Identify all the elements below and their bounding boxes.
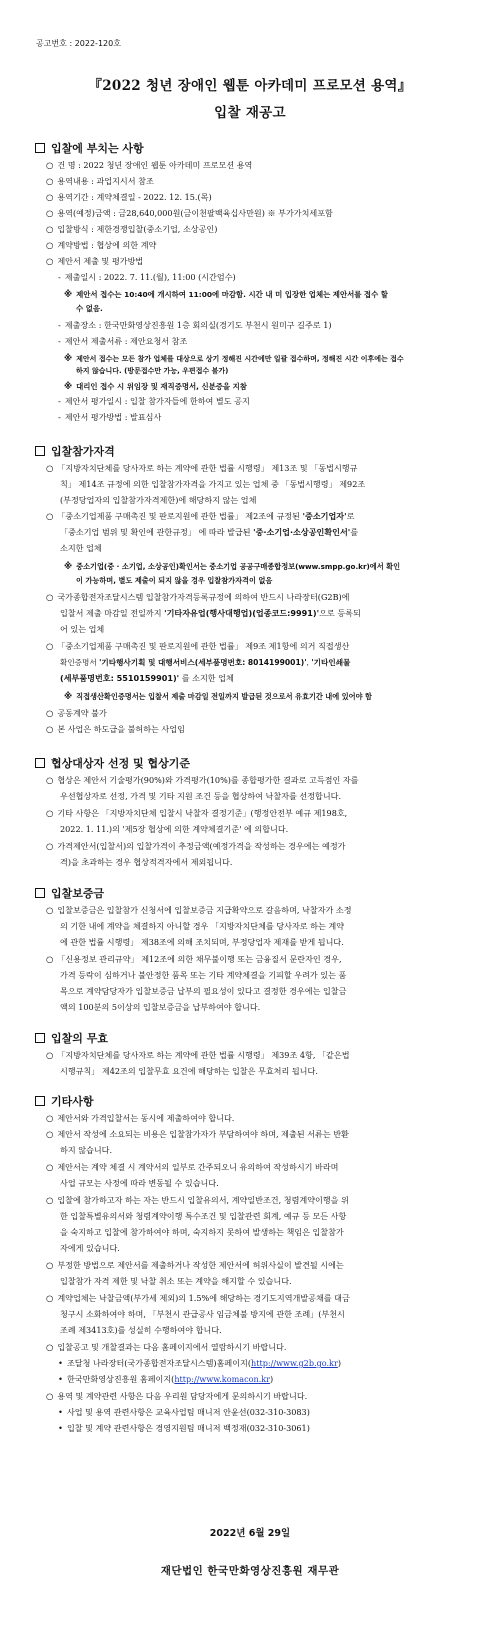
s3-item-cont: 우선협상자로 선정, 가격 및 기타 지원 조건 등을 협상하여 낙찰자를 선정합니다.	[60, 791, 342, 801]
s6-subitem: • 사업 및 용역 관련사항은 교육사업팀 매니저 안윤선(032-310-3083)	[58, 1407, 310, 1417]
s2-item-cont: 어 있는 업체	[60, 624, 105, 634]
s2-item: ○ 공동계약 불가	[46, 708, 107, 718]
komacon-link[interactable]: http://www.komacon.kr	[174, 1374, 271, 1384]
s1-item: ○ 용역기간 : 계약체결일 - 2022. 12. 15.(목)	[46, 192, 212, 202]
s1-subitem: - 제출장소 : 한국만화영상진흥원 1층 회의실(경기도 부천시 원미구 길주로 1)	[58, 320, 332, 330]
s4-item-cont: 가격 등락이 심하거나 불안정한 품목 또는 기타 계약체결을 기피할 우려가 있는 품	[60, 970, 347, 980]
s1-note-cont: 수 없음.	[76, 304, 103, 313]
s1-subitem: - 제출일시 : 2022. 7. 11.(월), 11:00 (시간엄수)	[58, 272, 236, 282]
s6-item-cont: 하지 않습니다.	[60, 1145, 113, 1155]
s4-item-cont: 의 기한 내에 계약을 체결하지 아니할 경우 「지방자치단체를 당사자로 하는 계약	[60, 921, 345, 931]
s2-note: ※ 중소기업(중 · 소기업, 소상공인)확인서는 중소기업 공공구매종합정보(www.smpp.go.kr)에서 확인	[64, 561, 401, 571]
s2-item-cont: 입찰서 제출 마감일 전일까지 '기타자유업(행사대행업)(업종코드:9991)'으로 등록되	[60, 608, 361, 618]
s6-subitem: • 한국만화영상진흥원 홈페이지(http://www.komacon.kr)	[58, 1374, 274, 1384]
s2-item-cont: 확인증명서 '기타행사기획 및 대행서비스(세부품명번호: 8014199001)', '기타인쇄물	[60, 658, 351, 667]
s6-item-cont: 입찰참가 자격 제한 및 낙찰 취소 또는 계약을 해지할 수 있습니다.	[60, 1276, 292, 1286]
s1-subitem: - 제안서 제출서류 : 제안요청서 참조	[58, 336, 188, 346]
s6-item-cont: 사업 규모는 사정에 따라 변동될 수 있습니다.	[60, 1178, 219, 1188]
s3-item-cont: 격)을 초과하는 경우 협상적격자에서 제외됩니다.	[60, 857, 233, 867]
section-heading-1: 입찰에 부치는 사항	[35, 140, 144, 156]
s1-note-cont: 하지 않습니다. (방문접수만 가능, 우편접수 불가)	[76, 367, 229, 375]
s1-note: ※ 제안서 접수는 모든 참가 업체를 대상으로 상기 정해진 시간에만 일괄 접수하며, 정해진 시간 이후에는 접수	[64, 353, 404, 363]
section-heading-2: 입찰참가자격	[35, 443, 115, 459]
s6-item: ○ 제안서 작성에 소요되는 비용은 입찰참가자가 부담하여야 하며, 제출된 서류는 반환	[46, 1129, 349, 1139]
s3-item-cont: 2022. 1. 11.)의 '제5장 협상에 의한 계약체결기준' 에 의합니다.	[60, 824, 289, 834]
s2-item: ○ 국가종합전자조달시스템 입찰참가자격등록규정에 의하여 반드시 나라장터(G2B)에	[46, 592, 350, 602]
s1-item: ○ 용역내용 : 과업지시서 참조	[46, 176, 154, 186]
s5-item: ○ 「지방자치단체를 당사자로 하는 계약에 관한 법률 시행령」 제39조 4항, 「같은법	[46, 1050, 350, 1060]
s6-item: ○ 제안서는 계약 체결 시 계약서의 일부로 간주되오니 유의하여 작성하시기 바라며	[46, 1162, 339, 1172]
s6-item: ○ 용역 및 계약관련 사항은 다음 우리원 담당자에게 문의하시기 바랍니다.	[46, 1391, 308, 1401]
section-heading-6: 기타사항	[35, 1093, 94, 1109]
s1-item: ○ 입찰방식 : 제한경쟁입찰(중소기업, 소상공인)	[46, 224, 218, 234]
s2-item: ○ 「지방자치단체를 당사자로 하는 계약에 관한 법률 시행령」 제13조 및 「동법시행규	[46, 463, 358, 473]
s3-item: ○ 협상은 제안서 기술평가(90%)와 가격평가(10%)를 종합평가한 결과로 고득점인 자를	[46, 775, 359, 785]
s6-item-cont: 조례 제3413호)를 성실히 수행하여야 합니다.	[60, 1325, 222, 1335]
s3-item: ○ 기타 사항은 「지방자치단체 입찰시 낙찰자 결정기준」(행정안전부 예규 제198호,	[46, 808, 348, 818]
s4-item-cont: 에 관한 법률 시행령」 제38조에 의해 조치되며, 부정당업자 제재를 받게 됩니다.	[60, 937, 344, 947]
checkbox-square-icon	[35, 758, 45, 768]
s6-item: ○ 제안서와 가격입찰서는 동시에 제출하여야 합니다.	[46, 1113, 235, 1123]
checkbox-square-icon	[35, 888, 45, 898]
s1-note: ※ 대리인 접수 시 위임장 및 재직증명서, 신분증을 지참	[64, 381, 247, 391]
issuing-organization: 재단법인 한국만화영상진흥원 재무관	[160, 1565, 340, 1577]
notice-subtitle: 입찰 재공고	[214, 105, 286, 121]
s1-item: ○ 제안서 제출 및 평가방법	[46, 256, 144, 266]
s2-item-cont: 칙」 제14조 규정에 의한 입찰참가자격을 가지고 있는 업체 중 「동법시행령」 제92조	[60, 479, 366, 489]
s6-subitem: • 입찰 및 계약 관련사항은 경영지원팀 매니저 백정재(032-310-3061)	[58, 1423, 310, 1433]
section-heading-5: 입찰의 무효	[35, 1030, 108, 1046]
notice-number: 공고번호 : 2022-120호	[36, 39, 121, 48]
s4-item: ○ 입찰보증금은 입찰참가 신청서에 입찰보증금 지급확약으로 갈음하며, 낙찰자가 소정	[46, 905, 352, 915]
checkbox-square-icon	[35, 446, 45, 456]
s4-item-cont: 액의 100분의 5이상의 입찰보증금을 납부하여야 합니다.	[60, 1002, 261, 1012]
checkbox-square-icon	[35, 143, 45, 153]
s6-item-cont: 한 입찰특별유의서와 청렴계약이행 특수조건 및 입찰관련 회계, 예규 등 모든 사항	[60, 1211, 347, 1221]
s6-subitem: • 조달청 나라장터(국가종합전자조달시스템)홈페이지(http://www.g2b.go.kr)	[58, 1358, 342, 1368]
s3-item: ○ 가격제안서(입찰서)의 입찰가격이 추정금액(예정가격을 작성하는 경우에는 예정가	[46, 841, 346, 851]
s1-item: ○ 건 명 : 2022 청년 장애인 웹툰 아카데미 프로모션 용역	[46, 160, 253, 170]
s6-item: ○ 부정한 방법으로 제안서를 제출하거나 작성한 제안서에 허위사실이 발견될 시에는	[46, 1260, 344, 1270]
s6-item: ○ 입찰공고 및 개찰결과는 다음 홈페이지에서 열람하시기 바랍니다.	[46, 1342, 287, 1352]
section-heading-4: 입찰보증금	[35, 885, 104, 901]
s6-item-cont: 을 숙지하고 입찰에 참가하여야 하며, 숙지하지 못하여 발생하는 책임은 입찰참가	[60, 1227, 344, 1237]
checkbox-square-icon	[35, 1096, 45, 1106]
s2-item: ○ 「중소기업제품 구매촉진 및 판로지원에 관한 법률」 제2조에 규정된 '중소기업자'로	[46, 511, 355, 521]
checkbox-square-icon	[35, 1033, 45, 1043]
s1-item: ○ 계약방법 : 협상에 의한 계약	[46, 240, 157, 250]
s1-note: ※ 제안서 접수는 10:40에 개시하여 11:00에 마감함. 시간 내 미 입장한 업체는 제안서를 접수 할	[64, 289, 388, 299]
s6-item: ○ 입찰에 참가하고자 하는 자는 반드시 입찰유의서, 계약일반조건, 청렴계약이행을 위	[46, 1195, 349, 1205]
s6-item: ○ 계약업체는 낙찰금액(부가세 제외)의 1.5%에 해당하는 경기도지역개발공채를 대금	[46, 1293, 350, 1303]
s2-item: ○ 「중소기업제품 구매촉진 및 판로지원에 관한 법률」 제9조 제1항에 의거 직접생산	[46, 641, 350, 651]
s6-item-cont: 자에게 있습니다.	[60, 1243, 120, 1253]
section-heading-3: 협상대상자 선정 및 협상기준	[35, 755, 190, 771]
notice-date: 2022년 6월 29일	[209, 1528, 291, 1539]
s2-note-cont: 이 가능하며, 별도 제출이 되지 않을 경우 입찰참가자격이 없음	[76, 576, 273, 585]
s1-item: ○ 용역(예정)금액 : 금28,640,000원(금이천팔백육십사만원) ※ 부가가치세포함	[46, 208, 333, 218]
s2-item-cont: 「중소기업 범위 및 확인에 관한규정」 에 따라 발급된 '중·소기업·소상공인확인서'를	[60, 527, 359, 537]
s5-item-cont: 시행규칙」 제42조의 입찰무효 요건에 해당하는 입찰은 무효처리 됩니다.	[60, 1066, 318, 1076]
s6-item-cont: 청구시 소화하여야 하며, 「부천시 관급공사 임금체불 방지에 관한 조례」(부천시	[60, 1309, 345, 1319]
s4-item-cont: 목으로 계약담당자가 입찰보증금 납부의 필요성이 있다고 결정한 경우에는 입찰금	[60, 986, 347, 996]
s1-subitem: - 제안서 평가방법 : 발표심사	[58, 412, 162, 422]
s4-item: ○ 「신용정보 관리규약」 제12조에 의한 채무불이행 또는 금융질서 문란자인 경우,	[46, 954, 342, 964]
s2-note: ※ 직접생산확인증명서는 입찰서 제출 마감일 전일까지 발급된 것으로서 유효기간 내에 있어야 함	[64, 691, 372, 701]
s2-item-cont: 소지한 업체	[60, 543, 102, 553]
notice-title: 『2022 청년 장애인 웹툰 아카데미 프로모션 용역』	[88, 78, 412, 94]
s1-subitem: - 제안서 평가일시 : 입찰 참가자들에 한하여 별도 공지	[58, 396, 250, 406]
s2-item-cont: (세부품명번호: 5510159901)' 를 소지한 업체	[60, 673, 234, 683]
s2-item-cont: (부정당업자의 입찰참가자격제한)에 해당하지 않는 업체	[60, 495, 257, 505]
s2-item: ○ 본 사업은 하도급을 불허하는 사업임	[46, 724, 185, 734]
g2b-link[interactable]: http://www.g2b.go.kr	[251, 1358, 338, 1368]
